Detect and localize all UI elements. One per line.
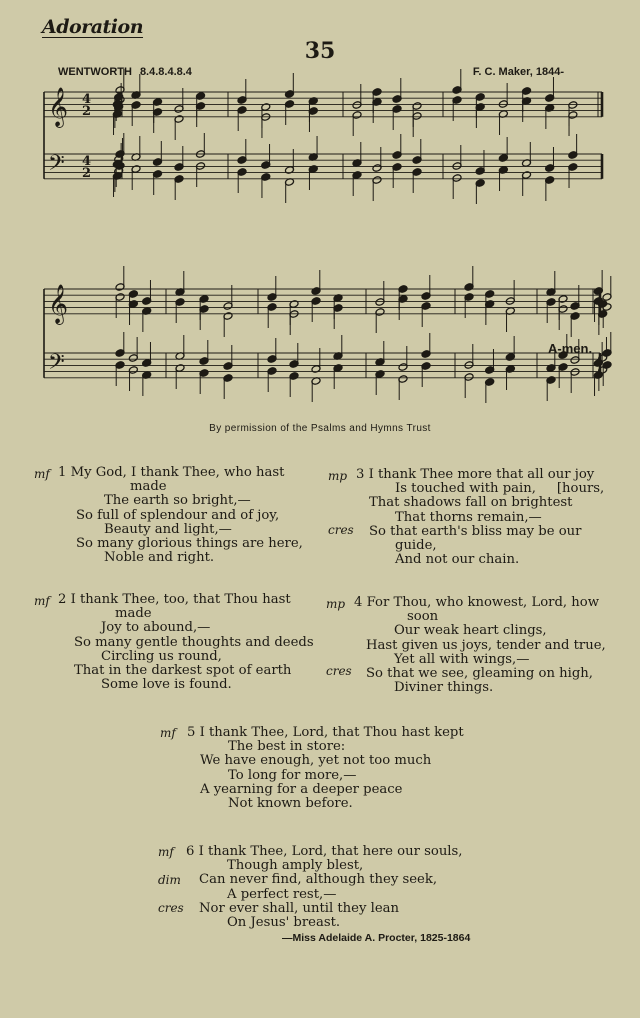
verse-line: That in the darkest spot of earth (74, 663, 292, 679)
verse-line: Can never find, although they seek, (199, 872, 438, 888)
dynamic-mark: cres (326, 664, 352, 678)
verse-line: The best in store: (228, 739, 346, 755)
verse-4 (354, 596, 606, 695)
verse-line: That thorns remain,— (395, 509, 542, 525)
tune-meter: 8.4.8.4.8.4 (139, 66, 192, 78)
time-signature: 4 (82, 154, 92, 169)
tune-name: WENTWORTH (58, 66, 132, 78)
composer: F. C. Maker, 1844- (472, 66, 564, 78)
verse-line: That shadows fall on brightest (369, 495, 573, 511)
dynamic-mark: cres (328, 523, 354, 537)
verse-line: made (115, 606, 152, 622)
verse-line: My God, I thank Thee, who hast (70, 465, 285, 480)
verse-line: For Thou, who knowest, Lord, how (366, 595, 599, 610)
verse-5 (187, 726, 464, 811)
verse-number: 6 (186, 844, 195, 859)
verse-line: soon (407, 609, 439, 625)
verse-number: 3 (356, 467, 365, 482)
verse-line: I thank Thee more that all our joy (368, 467, 595, 482)
hymn-number: 35 (304, 38, 336, 64)
verse-line: And not our chain. (395, 552, 520, 568)
treble-clef-icon: 𝄞 (48, 284, 69, 324)
time-signature: 4 (82, 92, 92, 107)
verse-1 (58, 466, 303, 565)
verse-line: Noble and right. (104, 550, 215, 566)
verse-line: Hast given us joys, tender and true, (366, 637, 606, 653)
verse-number: 5 (187, 725, 196, 740)
verse-line: guide, (395, 538, 437, 554)
verse-line: Circling us round, (101, 648, 222, 664)
music-score (0, 0, 640, 440)
verse-line: Our weak heart clings, (394, 623, 547, 639)
dynamic-mark: mp (328, 469, 348, 483)
verse-line: We have enough, yet not too much (200, 753, 432, 769)
verse-line: So that we see, gleaming on high, (366, 666, 593, 682)
time-signature: 2 (82, 166, 92, 181)
verse-line: Beauty and light,— (104, 521, 232, 537)
dynamic-mark: mp (326, 597, 346, 611)
verse-number: 1 (58, 465, 67, 480)
verse-line: made (130, 479, 167, 495)
verse-line: I thank Thee, Lord, that here our souls, (198, 844, 463, 859)
time-signature: 2 (82, 104, 92, 119)
treble-clef-icon: 𝄞 (48, 87, 69, 127)
author-credit: —Miss Adelaide A. Procter, 1825-1864 (282, 932, 471, 944)
verse-line: Not known before. (228, 796, 353, 812)
verse-line: Yet all with wings,— (394, 651, 530, 667)
verse-line: So many gentle thoughts and deeds (74, 634, 314, 650)
verse-6 (186, 845, 463, 930)
verse-line: A yearning for a deeper peace (200, 781, 403, 797)
verse-line: Diviner things. (394, 680, 494, 696)
verse-2 (58, 593, 314, 692)
verse-line: Some love is found. (101, 677, 232, 693)
verse-line: A perfect rest,— (227, 886, 337, 902)
verse-line: Though amply blest, (227, 858, 364, 874)
dynamic-mark: mf (160, 726, 176, 740)
verse-number: 4 (354, 595, 363, 610)
bass-clef-icon: 𝄢 (48, 151, 65, 181)
verse-line: Is touched with pain, [hours, (395, 481, 605, 497)
verse-line: I thank Thee, too, that Thou hast (70, 592, 291, 607)
dynamic-mark: mf (158, 845, 174, 859)
permission-note: By permission of the Psalms and Hymns Trust (209, 423, 431, 434)
verse-line: So full of splendour and of joy, (76, 507, 280, 523)
bass-clef-icon: 𝄢 (48, 350, 65, 380)
verse-line: So many glorious things are here, (76, 536, 303, 552)
section-heading: Adoration (42, 16, 144, 38)
verse-line: On Jesus' breast. (227, 915, 341, 931)
verse-line: Nor ever shall, until they lean (199, 900, 400, 916)
verse-number: 2 (58, 592, 67, 607)
verse-line: To long for more,— (228, 767, 357, 783)
dynamic-mark: mf (34, 594, 50, 608)
verse-line: The earth so bright,— (104, 493, 251, 509)
verse-line: So that earth's bliss may be our (369, 523, 582, 539)
verse-line: Joy to abound,— (101, 620, 211, 636)
verse-3 (356, 468, 604, 567)
dynamic-mark: cres (158, 901, 184, 915)
dynamic-mark: mf (34, 467, 50, 481)
amen-label: A-men. (548, 341, 593, 356)
dynamic-mark: dim (158, 873, 181, 887)
verse-line: I thank Thee, Lord, that Thou hast kept (199, 725, 464, 740)
